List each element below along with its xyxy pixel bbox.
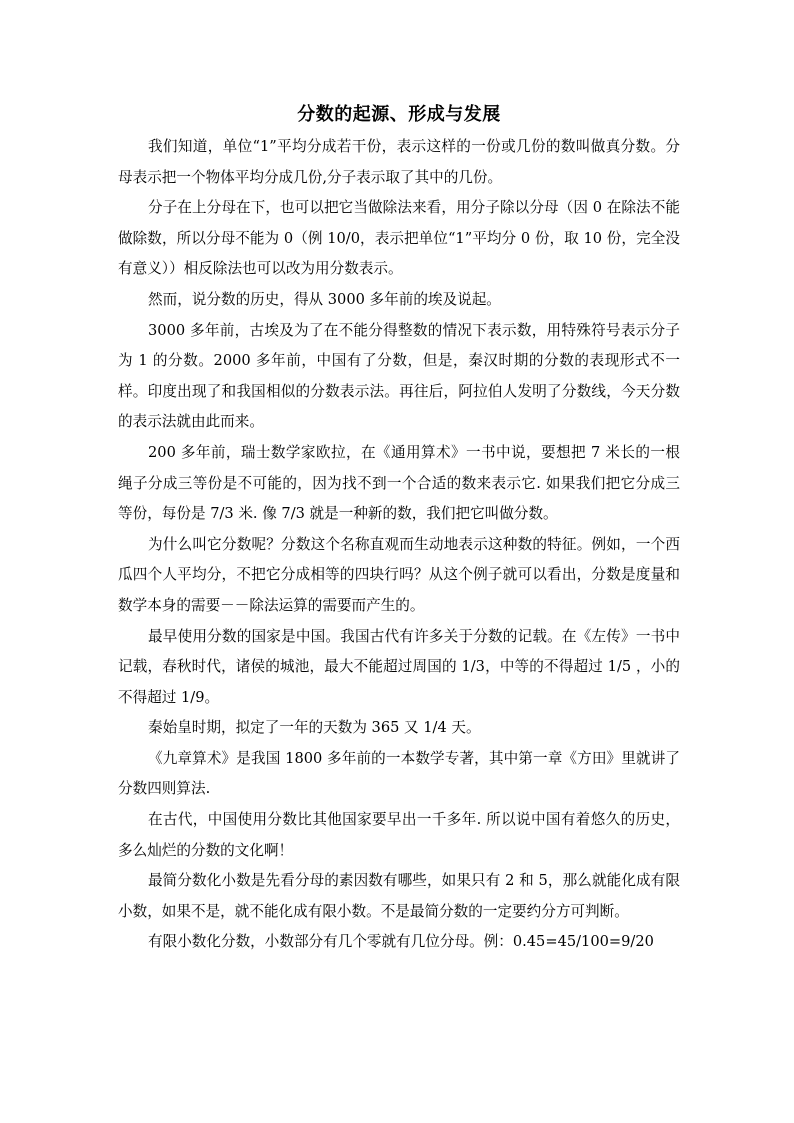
paragraph-3: 然而，说分数的历史，得从 3000 多年前的埃及说起。 [148, 290, 501, 308]
paragraph-11: 最简分数化小数是先看分母的素因数有哪些，如果只有 2 和 5，那么就能化成有限小数，如果不是，就不能化成有限小数。不是最简分数的一定要约分方可判断。 [118, 872, 680, 920]
document-page [118, 100, 680, 958]
paragraph-2: 分子在上分母在下，也可以把它当做除法来看，用分子除以分母（因 0 在除法不能做除数，所以分母不能为 0（例 10/0，表示把单位“1”平均分 0 份，取 10 份，完全没有意义））相反除法也可以改为用分数表示。 [118, 199, 680, 278]
paragraph-1: 我们知道，单位“1”平均分成若干份，表示这样的一份或几份的数叫做真分数。分母表示把一个物体平均分成几份,分子表示取了其中的几份。 [118, 138, 680, 186]
paragraph-8: 秦始皇时期，拟定了一年的天数为 365 又 1/4 天。 [148, 719, 481, 737]
paragraph-5: 200 多年前，瑞士数学家欧拉，在《通用算术》一书中说，要想把 7 米长的一根绳子分成三等份是不可能的，因为找不到一个合适的数来表示它. 如果我们把它分成三等份，每份是 7/3 米. 像 7/3 就是一种新的数，我们把它叫做分数。 [118, 443, 680, 523]
paragraph-7: 最早使用分数的国家是中国。我国古代有许多关于分数的记载。在《左传》一书中记载，春秋时代，诸侯的城池，最大不能超过周国的 1/3，中等的不得超过 1/5 ，小的不得超过 1/9。 [118, 627, 680, 706]
paragraph-9: 《九章算术》是我国 1800 多年前的一本数学专著，其中第一章《方田》里就讲了分数四则算法. [118, 749, 680, 798]
paragraph-12: 有限小数化分数，小数部分有几个零就有几位分母。例：0.45=45/100=9/20 [148, 933, 654, 951]
document-title: 分数的起源、形成与发展 [297, 104, 501, 125]
paragraph-4: 3000 多年前，古埃及为了在不能分得整数的情况下表示数，用特殊符号表示分子为 1 的分数。2000 多年前，中国有了分数，但是，秦汉时期的分数的表现形式不一样。印度出现了和我国相似的分数表示法。再往后，阿拉伯人发明了分数线，今天分数的表示法就由此而来。 [118, 321, 680, 431]
paragraph-6: 为什么叫它分数呢？分数这个名称直观而生动地表示这种数的特征。例如，一个西瓜四个人平均分，不把它分成相等的四块行吗？从这个例子就可以看出，分数是度量和数学本身的需要－－除法运算的需要而产生的。 [118, 535, 680, 614]
paragraph-10: 在古代，中国使用分数比其他国家要早出一千多年. 所以说中国有着悠久的历史，多么灿烂的分数的文化啊！ [118, 811, 680, 859]
